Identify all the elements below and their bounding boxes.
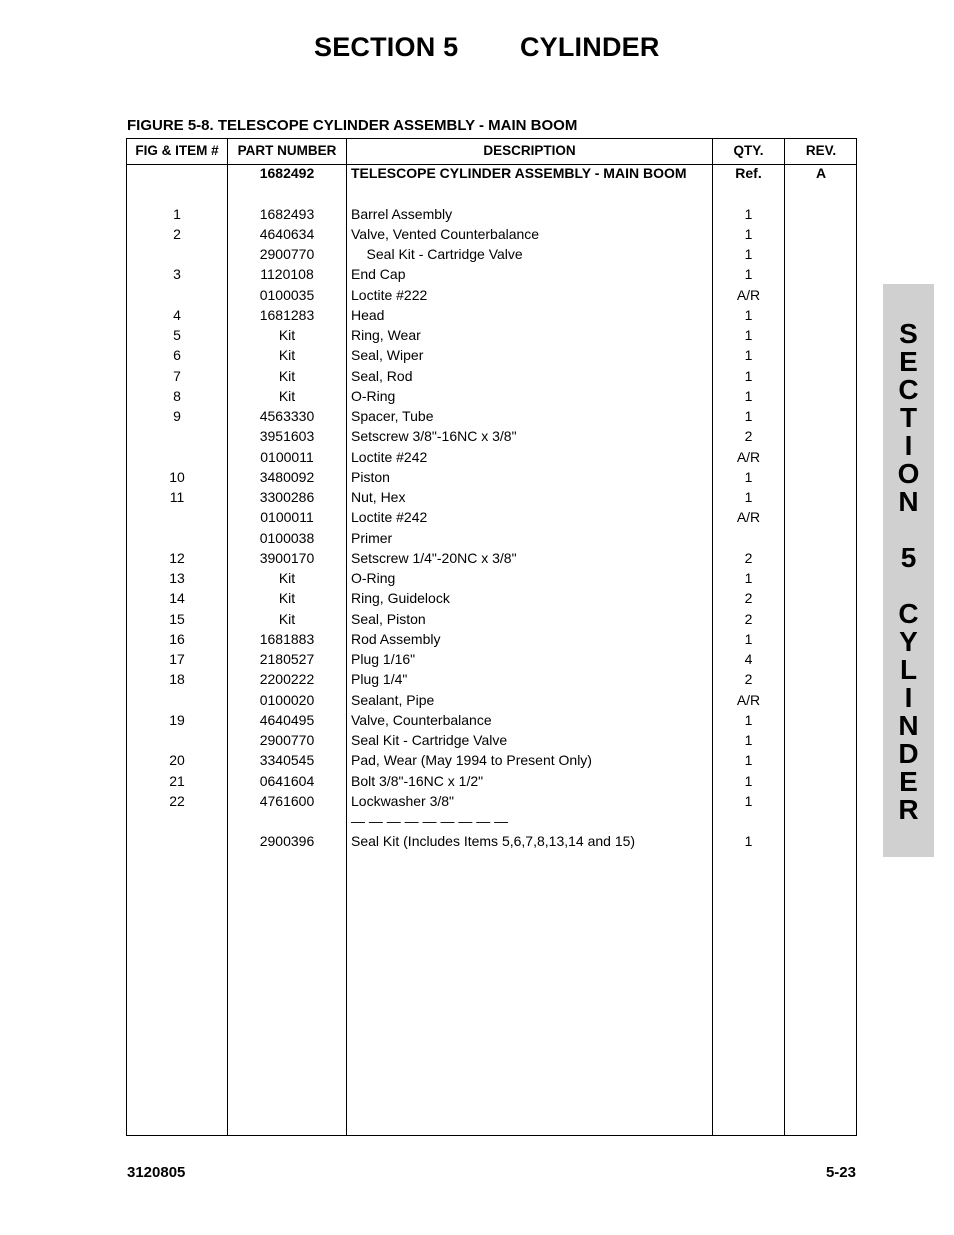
table-row bbox=[127, 388, 856, 408]
cell-qty: 1 bbox=[744, 266, 753, 283]
cell-part-number: Kit bbox=[278, 570, 296, 586]
cell-part-number: Kit bbox=[278, 610, 296, 627]
side-tab-letter: C bbox=[898, 598, 919, 629]
cell-qty: 1 bbox=[744, 306, 753, 323]
cell-description: Setscrew 3/8"-16NC x 3/8" bbox=[351, 428, 517, 445]
cell-part-number: Kit bbox=[278, 347, 296, 364]
cell-description: Setscrew 1/4"-20NC x 3/8" bbox=[351, 549, 517, 566]
cell-description: Sealant, Pipe bbox=[351, 691, 435, 708]
cell-qty: 1 bbox=[744, 711, 753, 728]
side-tab-letter: N bbox=[898, 486, 919, 517]
table-row bbox=[127, 408, 856, 428]
side-tab-letter: C bbox=[898, 374, 919, 405]
cell-qty: 1 bbox=[744, 732, 753, 748]
cell-fig-item: 5 bbox=[173, 327, 181, 343]
cell-qty: 2 bbox=[744, 671, 753, 688]
cell-qty: 4 bbox=[744, 651, 753, 667]
table-row bbox=[127, 752, 856, 772]
cell-description: Barrel Assembly bbox=[351, 205, 453, 222]
cell-part-number: 2900770 bbox=[259, 732, 315, 748]
side-tab-letter: R bbox=[898, 794, 919, 825]
header-qty: QTY. bbox=[733, 143, 764, 158]
cell-qty: 1 bbox=[744, 246, 753, 262]
table-row bbox=[127, 631, 856, 651]
cell-description: Piston bbox=[351, 468, 390, 485]
cell-qty: 1 bbox=[744, 468, 753, 485]
cell-fig-item: 10 bbox=[169, 468, 185, 485]
cell-fig-item: 2 bbox=[173, 225, 181, 242]
cell-description: Ring, Guidelock bbox=[351, 590, 450, 607]
table-row bbox=[127, 833, 856, 853]
cell-qty: 1 bbox=[744, 347, 753, 364]
cell-rev: A bbox=[815, 165, 827, 181]
cell-qty: A/R bbox=[736, 691, 761, 708]
cell-qty: 2 bbox=[744, 549, 753, 566]
side-tab-letter: S bbox=[899, 318, 918, 349]
cell-fig-item: 15 bbox=[169, 610, 185, 627]
cell-description: — — — — — — — — — bbox=[351, 813, 509, 829]
side-tab-letter: I bbox=[904, 430, 913, 461]
side-tab-letter: N bbox=[898, 710, 919, 741]
header-rev: REV. bbox=[805, 143, 837, 158]
cell-description: O-Ring bbox=[351, 570, 396, 586]
table-row bbox=[127, 226, 856, 246]
cell-description: End Cap bbox=[351, 266, 406, 283]
side-tab-letter: E bbox=[899, 346, 918, 377]
table-row bbox=[127, 611, 856, 631]
cell-part-number: 1681883 bbox=[259, 630, 315, 647]
cell-qty: 1 bbox=[744, 833, 753, 850]
cell-fig-item: 14 bbox=[169, 590, 185, 607]
table-row bbox=[127, 732, 856, 752]
cell-fig-item: 20 bbox=[169, 752, 185, 769]
cell-part-number: 0100011 bbox=[260, 509, 314, 526]
page-title: SECTION 5 CYLINDER bbox=[314, 32, 660, 62]
table-row bbox=[127, 287, 856, 307]
cell-description: Seal, Rod bbox=[351, 367, 413, 384]
cell-qty: 1 bbox=[744, 489, 753, 505]
side-tab-letter: L bbox=[899, 654, 918, 685]
cell-part-number: 2200222 bbox=[259, 671, 315, 688]
cell-part-number: 3480092 bbox=[259, 468, 315, 485]
side-tab-letter: D bbox=[898, 738, 919, 769]
cell-qty: 1 bbox=[744, 408, 753, 424]
cell-part-number: 1120108 bbox=[260, 266, 314, 283]
cell-part-number: Kit bbox=[278, 327, 296, 343]
cell-fig-item: 18 bbox=[169, 671, 185, 688]
cell-part-number: 4761600 bbox=[259, 792, 315, 809]
cell-part-number: 1682493 bbox=[259, 205, 315, 222]
header-part-number: PART NUMBER bbox=[237, 143, 337, 158]
cell-qty: 1 bbox=[744, 752, 753, 769]
cell-fig-item: 6 bbox=[173, 347, 181, 364]
cell-part-number: Kit bbox=[278, 367, 296, 384]
cell-qty: 1 bbox=[744, 772, 753, 789]
table-row bbox=[127, 347, 856, 367]
side-tab-letter: I bbox=[904, 682, 913, 713]
cell-part-number: 3900170 bbox=[259, 549, 315, 566]
cell-description: Nut, Hex bbox=[351, 489, 406, 505]
cell-part-number: 2180527 bbox=[259, 651, 315, 667]
cell-description: Valve, Vented Counterbalance bbox=[351, 225, 540, 242]
cell-fig-item: 11 bbox=[169, 489, 185, 505]
page-number: 5-23 bbox=[825, 1164, 856, 1181]
cell-qty: 1 bbox=[744, 367, 753, 384]
table-row bbox=[127, 165, 856, 185]
cell-part-number: 1681283 bbox=[259, 306, 315, 323]
cell-description: Seal Kit - Cartridge Valve bbox=[351, 732, 508, 748]
cell-description: Plug 1/16" bbox=[351, 651, 416, 667]
table-row bbox=[127, 307, 856, 327]
cell-description: Seal Kit - Cartridge Valve bbox=[351, 246, 523, 262]
cell-qty: Ref. bbox=[735, 165, 762, 181]
parts-table bbox=[126, 138, 857, 1136]
cell-description: Seal, Wiper bbox=[351, 347, 424, 364]
cell-part-number: 0641604 bbox=[259, 772, 315, 789]
table-row bbox=[127, 530, 856, 550]
cell-description: Plug 1/4" bbox=[351, 671, 408, 688]
table-row bbox=[127, 489, 856, 509]
cell-qty: A/R bbox=[736, 509, 761, 526]
cell-fig-item: 8 bbox=[173, 387, 181, 404]
cell-part-number: 4640495 bbox=[259, 711, 315, 728]
cell-description: Ring, Wear bbox=[351, 327, 421, 343]
cell-fig-item: 12 bbox=[169, 549, 185, 566]
cell-qty: 1 bbox=[744, 792, 753, 809]
table-row bbox=[127, 428, 856, 448]
side-tab-letter: O bbox=[897, 458, 920, 489]
cell-part-number: 0100020 bbox=[259, 691, 315, 708]
header-fig-item: FIG & ITEM # bbox=[135, 143, 219, 158]
cell-part-number: 2900396 bbox=[259, 833, 315, 850]
cell-part-number: 4563330 bbox=[259, 408, 315, 424]
cell-description: Loctite #242 bbox=[351, 448, 428, 465]
cell-part-number: 0100035 bbox=[259, 286, 315, 303]
cell-qty: 1 bbox=[744, 327, 753, 343]
cell-description: Head bbox=[351, 306, 385, 323]
cell-part-number: 3300286 bbox=[259, 489, 315, 505]
cell-part-number: Kit bbox=[278, 590, 296, 607]
cell-fig-item: 1 bbox=[173, 205, 181, 222]
cell-part-number: 3951603 bbox=[259, 428, 315, 445]
section-side-tab bbox=[883, 284, 934, 857]
cell-description: Lockwasher 3/8" bbox=[351, 792, 455, 809]
table-header bbox=[127, 139, 856, 164]
table-row bbox=[127, 570, 856, 590]
side-tab-letter: Y bbox=[899, 626, 918, 657]
table-row bbox=[127, 590, 856, 610]
cell-description: Pad, Wear (May 1994 to Present Only) bbox=[351, 752, 592, 769]
cell-description: Spacer, Tube bbox=[351, 408, 434, 424]
cell-fig-item: 17 bbox=[169, 651, 185, 667]
table-row bbox=[127, 550, 856, 570]
table-row bbox=[127, 266, 856, 286]
table-row bbox=[127, 449, 856, 469]
table-row bbox=[127, 671, 856, 691]
cell-description: Primer bbox=[351, 529, 393, 546]
cell-fig-item: 3 bbox=[173, 266, 181, 283]
table-row bbox=[127, 206, 856, 226]
cell-description: Bolt 3/8"-16NC x 1/2" bbox=[351, 772, 484, 789]
cell-description: Loctite #242 bbox=[351, 509, 428, 526]
cell-qty: 1 bbox=[744, 570, 753, 586]
side-tab-letter: 5 bbox=[900, 542, 917, 573]
table-row bbox=[127, 712, 856, 732]
cell-qty: 1 bbox=[744, 387, 753, 404]
cell-qty: 1 bbox=[744, 630, 753, 647]
cell-qty: 2 bbox=[744, 428, 753, 445]
figure-title: FIGURE 5-8. TELESCOPE CYLINDER ASSEMBLY - MAIN BOOM bbox=[127, 117, 578, 134]
cell-qty: 1 bbox=[744, 205, 753, 222]
cell-qty: 1 bbox=[744, 225, 753, 242]
side-tab-letter: T bbox=[899, 402, 918, 433]
table-row bbox=[127, 509, 856, 529]
cell-fig-item: 13 bbox=[169, 570, 185, 586]
table-row bbox=[127, 246, 856, 266]
cell-qty: 2 bbox=[744, 610, 753, 627]
table-row bbox=[127, 773, 856, 793]
cell-description: Loctite #222 bbox=[351, 286, 428, 303]
table-row bbox=[127, 327, 856, 347]
table-row bbox=[127, 651, 856, 671]
side-tab-letter: E bbox=[899, 766, 918, 797]
header-description: DESCRIPTION bbox=[483, 143, 576, 158]
cell-part-number: 2900770 bbox=[259, 246, 315, 262]
cell-description: TELESCOPE CYLINDER ASSEMBLY - MAIN BOOM bbox=[351, 165, 687, 181]
cell-fig-item: 9 bbox=[173, 408, 181, 424]
cell-fig-item: 21 bbox=[169, 772, 185, 789]
cell-part-number: 4640634 bbox=[259, 225, 315, 242]
cell-description: Rod Assembly bbox=[351, 630, 441, 647]
cell-fig-item: 19 bbox=[169, 711, 185, 728]
cell-qty: 2 bbox=[744, 590, 753, 607]
table-row bbox=[127, 813, 856, 833]
table-row bbox=[127, 185, 856, 205]
table-row bbox=[127, 469, 856, 489]
cell-part-number: Kit bbox=[278, 387, 296, 404]
cell-part-number: 0100011 bbox=[260, 448, 314, 465]
table-row bbox=[127, 793, 856, 813]
document-number: 3120805 bbox=[127, 1164, 186, 1181]
cell-description: Valve, Counterbalance bbox=[351, 711, 492, 728]
table-row bbox=[127, 368, 856, 388]
table-row bbox=[127, 692, 856, 712]
cell-description: O-Ring bbox=[351, 387, 396, 404]
cell-part-number: 1682492 bbox=[259, 165, 315, 181]
cell-qty: A/R bbox=[736, 448, 761, 465]
cell-fig-item: 16 bbox=[169, 630, 185, 647]
cell-description: Seal Kit (Includes Items 5,6,7,8,13,14 and 15) bbox=[351, 833, 636, 850]
side-tab-letters bbox=[883, 320, 934, 824]
cell-fig-item: 7 bbox=[173, 367, 181, 384]
cell-fig-item: 22 bbox=[169, 792, 185, 809]
cell-part-number: 0100038 bbox=[259, 529, 315, 546]
cell-qty: A/R bbox=[736, 286, 761, 303]
cell-part-number: 3340545 bbox=[259, 752, 315, 769]
cell-description: Seal, Piston bbox=[351, 610, 426, 627]
cell-fig-item: 4 bbox=[173, 306, 181, 323]
